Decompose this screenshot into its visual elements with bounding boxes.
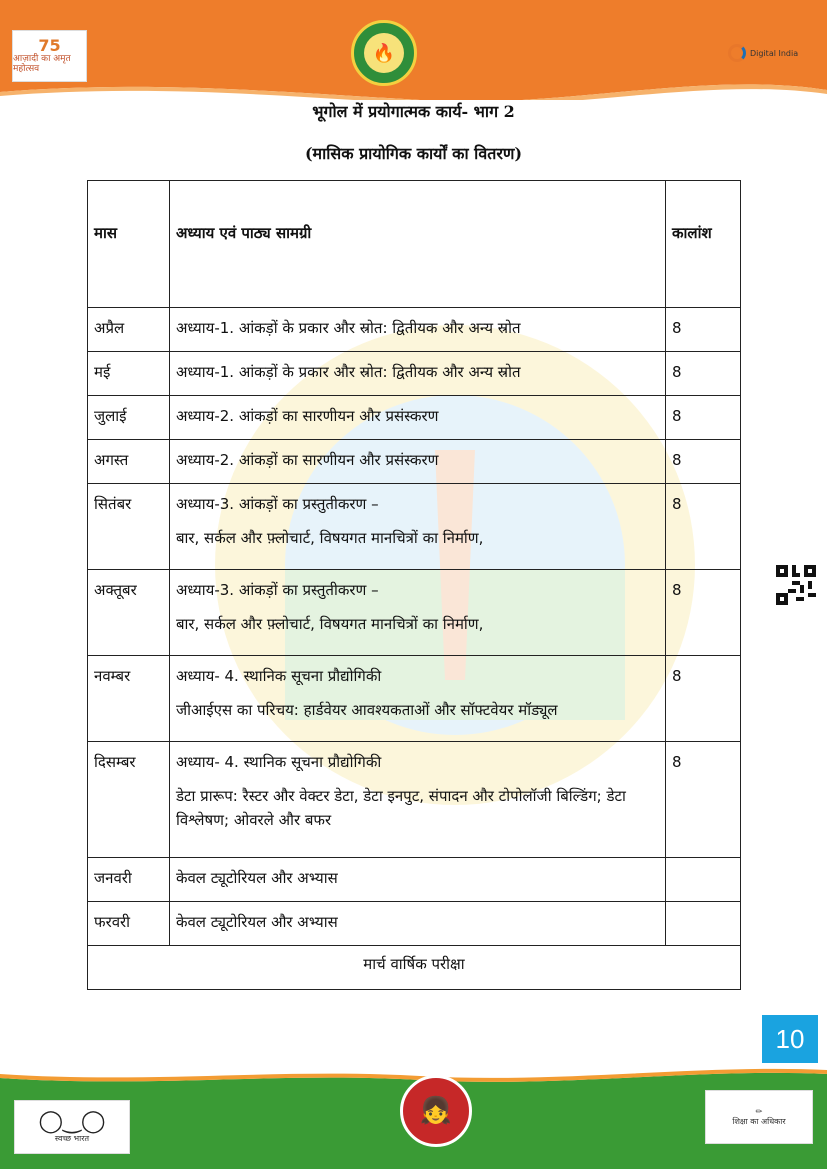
content-line: डेटा प्रारूप: रैस्टर और वेक्टर डेटा, डेटा इनपुट, संपादन और टोपोलॉजी बिल्डिंग; डेटा विश्लेषण; ओवरले और बफर	[175, 787, 626, 829]
month-label: अगस्त	[94, 451, 129, 469]
monthly-plan-table	[87, 180, 741, 990]
content-line: अध्याय- 4. स्थानिक सूचना प्रौद्योगिकी	[175, 753, 382, 771]
periods-value: 8	[672, 407, 682, 425]
periods-cell	[666, 858, 741, 902]
periods-value: 8	[672, 451, 682, 469]
month-label: नवम्बर	[94, 667, 131, 685]
table-row	[88, 308, 741, 352]
page-number: 10	[762, 1015, 818, 1063]
content-cell	[169, 308, 665, 352]
periods-value: 8	[672, 667, 682, 685]
swachh-bharat-logo: ◯‿◯ स्वच्छ भारत	[14, 1100, 130, 1154]
content-line: बार, सर्कल और फ़्लोचार्ट, विषयगत मानचित्रों का निर्माण,	[175, 615, 484, 633]
beti-bachao-logo	[400, 1075, 472, 1147]
content-line: अध्याय-2. आंकड़ों का सारणीयन और प्रसंस्करण	[175, 451, 439, 469]
shiksha-ka-adhikar-logo: ✏ शिक्षा का अधिकार	[705, 1090, 813, 1144]
periods-cell	[666, 396, 741, 440]
month-label: मई	[94, 363, 111, 381]
periods-value: 8	[672, 363, 682, 381]
month-cell	[88, 308, 170, 352]
periods-value: 8	[672, 753, 682, 771]
table-row	[88, 396, 741, 440]
girl-icon: 👧	[419, 1096, 453, 1126]
table-row	[88, 742, 741, 858]
content-line: जीआईएस का परिचय: हार्डवेयर आवश्यकताओं और सॉफ्टवेयर मॉड्यूल	[175, 701, 558, 719]
content-cell	[169, 396, 665, 440]
periods-value: 8	[672, 319, 682, 337]
table-header-row	[88, 181, 741, 308]
page-title: भूगोल में प्रयोगात्मक कार्य- भाग 2	[312, 102, 515, 121]
qr-code-icon	[776, 565, 816, 605]
periods-cell	[666, 742, 741, 858]
table-row	[88, 656, 741, 742]
header-periods: कालांश	[666, 181, 741, 308]
month-cell	[88, 858, 170, 902]
month-cell	[88, 440, 170, 484]
month-label: फरवरी	[94, 913, 131, 931]
content-line: अध्याय-3. आंकड़ों का प्रस्तुतीकरण –	[175, 495, 379, 513]
footer-band	[0, 1060, 827, 1169]
content-line: अध्याय-3. आंकड़ों का प्रस्तुतीकरण –	[175, 581, 379, 599]
digital-india-logo: Digital India	[728, 38, 804, 68]
page-subtitle: (मासिक प्रायोगिक कार्यों का वितरण)	[304, 144, 523, 163]
month-label: जुलाई	[94, 407, 127, 425]
content-line: केवल ट्यूटोरियल और अभ्यास	[175, 869, 338, 887]
content-line: अध्याय-2. आंकड़ों का सारणीयन और प्रसंस्करण	[175, 407, 439, 425]
content-cell	[169, 742, 665, 858]
month-label: जनवरी	[94, 869, 132, 887]
torch-icon: 🔥	[364, 33, 404, 73]
periods-value	[672, 858, 734, 866]
azadi-ka-amrit-mahotsav-logo: 75 आज़ादी का अमृत महोत्सव	[12, 30, 87, 82]
annual-exam-note: मार्च वार्षिक परीक्षा	[88, 946, 741, 990]
header-month: मास	[88, 181, 170, 308]
table-row	[88, 570, 741, 656]
periods-value: 8	[672, 581, 682, 599]
table-row	[88, 352, 741, 396]
content-line: अध्याय-1. आंकड़ों के प्रकार और स्रोत: द्वितीयक और अन्य स्रोत	[175, 363, 521, 381]
content-cell	[169, 440, 665, 484]
content-cell	[169, 352, 665, 396]
content-line: अध्याय-1. आंकड़ों के प्रकार और स्रोत: द्वितीयक और अन्य स्रोत	[175, 319, 521, 337]
header-band	[0, 0, 827, 100]
periods-value	[672, 902, 734, 910]
periods-cell	[666, 656, 741, 742]
month-label: अक्तूबर	[94, 581, 137, 599]
periods-cell	[666, 484, 741, 570]
content-cell	[169, 858, 665, 902]
month-cell	[88, 742, 170, 858]
month-cell	[88, 484, 170, 570]
month-label: सितंबर	[94, 495, 132, 513]
header-content: अध्याय एवं पाठ्य सामग्री	[169, 181, 665, 308]
content-cell	[169, 902, 665, 946]
content-cell	[169, 484, 665, 570]
glasses-icon: ◯‿◯	[38, 1108, 106, 1134]
periods-cell	[666, 570, 741, 656]
pencil-icon: ✏	[755, 1107, 763, 1117]
periods-cell	[666, 352, 741, 396]
digital-india-icon	[728, 44, 746, 62]
month-cell	[88, 352, 170, 396]
table-row	[88, 484, 741, 570]
content-line: केवल ट्यूटोरियल और अभ्यास	[175, 913, 338, 931]
month-cell	[88, 570, 170, 656]
periods-cell	[666, 308, 741, 352]
periods-value: 8	[672, 495, 682, 513]
periods-cell	[666, 902, 741, 946]
month-label: दिसम्बर	[94, 753, 136, 771]
periods-cell	[666, 440, 741, 484]
table-footer-row	[88, 946, 741, 990]
content-cell	[169, 570, 665, 656]
table-row	[88, 902, 741, 946]
table-row	[88, 440, 741, 484]
month-label: अप्रैल	[94, 319, 125, 337]
content-cell	[169, 656, 665, 742]
table-row	[88, 858, 741, 902]
month-cell	[88, 656, 170, 742]
content-line: अध्याय- 4. स्थानिक सूचना प्रौद्योगिकी	[175, 667, 382, 685]
board-emblem-logo	[351, 20, 417, 86]
content-line: बार, सर्कल और फ़्लोचार्ट, विषयगत मानचित्रों का निर्माण,	[175, 529, 484, 547]
month-cell	[88, 396, 170, 440]
month-cell	[88, 902, 170, 946]
